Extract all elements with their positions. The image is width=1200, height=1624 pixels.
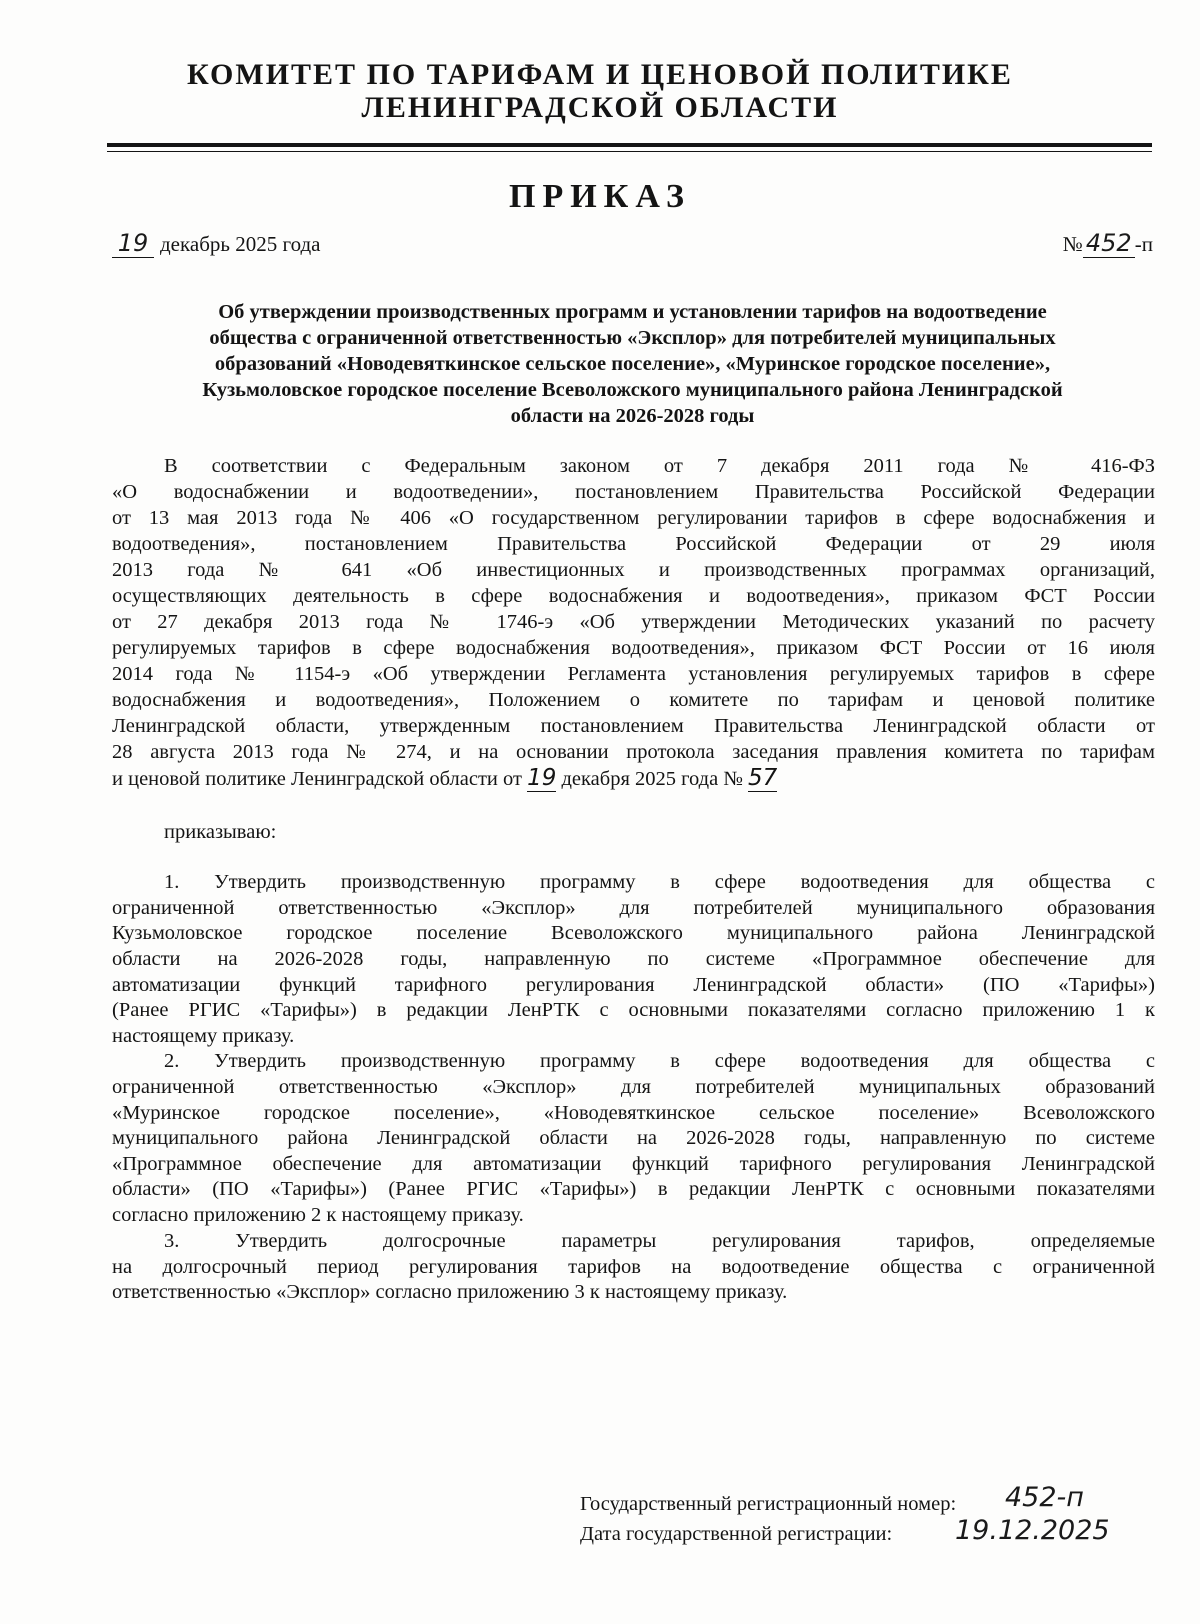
item-line: 3. Утвердить долгосрочные параметры регулирования тарифов, определяемые	[164, 1230, 1155, 1252]
preamble-last-start: и ценовой политике Ленинградской области от	[112, 768, 528, 790]
item-line: Кузьмоловское городское поселение Всеволожского муниципального района Ленинградской	[112, 922, 1155, 944]
item-line: автоматизации функций тарифного регулирования Ленинградской области» (ПО «Тарифы»)	[112, 974, 1155, 996]
handwritten-day: 19	[112, 229, 154, 258]
heading-line: Об утверждении производственных программ и установлении тарифов на водоотведение	[218, 301, 1047, 323]
preamble-line: 28 августа 2013 года № 274, и на основании протокола заседания правления комитета по тарифам	[112, 741, 1155, 763]
org-name-line1: КОМИТЕТ ПО ТАРИФАМ И ЦЕНОВОЙ ПОЛИТИКЕ	[187, 58, 1013, 91]
order-date	[112, 229, 320, 258]
item-line: ограниченной ответственностью «Эксплор» для потребителей муниципального образования	[112, 897, 1155, 919]
item-line: (Ранее РГИС «Тарифы») в редакции ЛенРТК с основными показателями согласно приложению 1 к	[112, 999, 1155, 1021]
preamble-line: осуществляющих деятельность в сфере водоснабжения и водоотведения», приказом ФСТ России	[112, 585, 1155, 607]
preamble-line: от 13 мая 2013 года № 406 «О государственном регулировании тарифов в сфере водоснабжения и	[112, 507, 1155, 529]
heading-line: образований «Новодевяткинское сельское поселение», «Муринское городское поселение»,	[214, 353, 1051, 375]
preamble-line: регулируемых тарифов в сфере водоснабжения водоотведения», приказом ФСТ России от 16 июля	[112, 637, 1155, 659]
item-line: 1. Утвердить производственную программу в сфере водоотведения для общества с	[164, 871, 1155, 893]
header-rule-thin	[107, 151, 1152, 152]
handwritten-registration-number: 452-п	[1005, 1482, 1084, 1513]
item-line: настоящему приказу.	[112, 1025, 295, 1047]
item-line: «Программное обеспечение для автоматизации функций тарифного регулирования Ленинградской	[112, 1153, 1155, 1175]
handwritten-order-number: 452	[1083, 229, 1135, 258]
preamble-line: водоснабжения и водоотведения», Положением о комитете по тарифам и ценовой политике	[112, 689, 1155, 711]
handwritten-registration-date: 19.12.2025	[955, 1515, 1110, 1546]
preamble-line: 2014 года № 1154-э «Об утверждении Регламента установления регулируемых тарифов в сфере	[112, 663, 1155, 685]
handwritten-protocol-number: 57	[748, 765, 778, 791]
item-line: муниципального района Ленинградской области на 2026-2028 годы, направленную по системе	[112, 1127, 1155, 1149]
item-line: ответственностью «Эксплор» согласно приложению 3 к настоящему приказу.	[112, 1281, 788, 1303]
preamble-line: Ленинградской области, утвержденным постановлением Правительства Ленинградской области от	[112, 715, 1155, 737]
item-line: 2. Утвердить производственную программу в сфере водоотведения для общества с	[164, 1050, 1155, 1072]
item-line: ограниченной ответственностью «Эксплор» для потребителей муниципальных образований	[112, 1076, 1155, 1098]
preamble-last-line	[112, 765, 777, 791]
heading-line: общества с ограниченной ответственностью «Эксплор» для потребителей муниципальных	[209, 327, 1056, 349]
header-rule-thick	[107, 143, 1152, 147]
item-line: согласно приложению 2 к настоящему приказу.	[112, 1204, 524, 1226]
item-line: на долгосрочный период регулирования тарифов на водоотведение общества с ограниченной	[112, 1256, 1155, 1278]
registration-date-label: Дата государственной регистрации:	[580, 1523, 893, 1545]
preamble-last-middle: декабря 2025 года №	[556, 768, 749, 790]
preamble-line: 2013 года № 641 «Об инвестиционных и производственных программах организаций,	[112, 559, 1155, 581]
preamble-line: «О водоснабжении и водоотведении», постановлением Правительства Российской Федерации	[112, 481, 1155, 503]
document-type-title: ПРИКАЗ	[509, 178, 691, 215]
heading-line: Кузьмоловское городское поселение Всеволожского муниципального района Ленинградской	[202, 379, 1063, 401]
org-name-line2: ЛЕНИНГРАДСКОЙ ОБЛАСТИ	[361, 91, 839, 124]
preamble-line: от 27 декабря 2013 года № 1746-э «Об утверждении Методических указаний по расчету	[112, 611, 1155, 633]
handwritten-protocol-day: 19	[527, 765, 557, 791]
heading-line: области на 2026-2028 годы	[510, 405, 755, 427]
registration-number-label: Государственный регистрационный номер:	[580, 1493, 957, 1515]
preamble-line: В соответствии с Федеральным законом от 7 декабря 2011 года № 416-ФЗ	[164, 455, 1155, 477]
order-word: приказываю:	[164, 821, 277, 843]
preamble-line: водоотведения», постановлением Правительства Российской Федерации от 29 июля	[112, 533, 1155, 555]
item-line: области» (ПО «Тарифы») (Ранее РГИС «Тарифы») в редакции ЛенРТК с основными показателями	[112, 1178, 1155, 1200]
date-rest: декабрь 2025 года	[160, 232, 321, 256]
item-line: «Муринское городское поселение», «Новодевяткинское сельское поселение» Всеволожского	[112, 1102, 1155, 1124]
number-prefix: №	[1062, 232, 1083, 256]
order-number	[1063, 229, 1153, 258]
item-line: области на 2026-2028 годы, направленную по системе «Программное обеспечение для	[112, 948, 1155, 970]
number-suffix: -п	[1134, 232, 1153, 256]
